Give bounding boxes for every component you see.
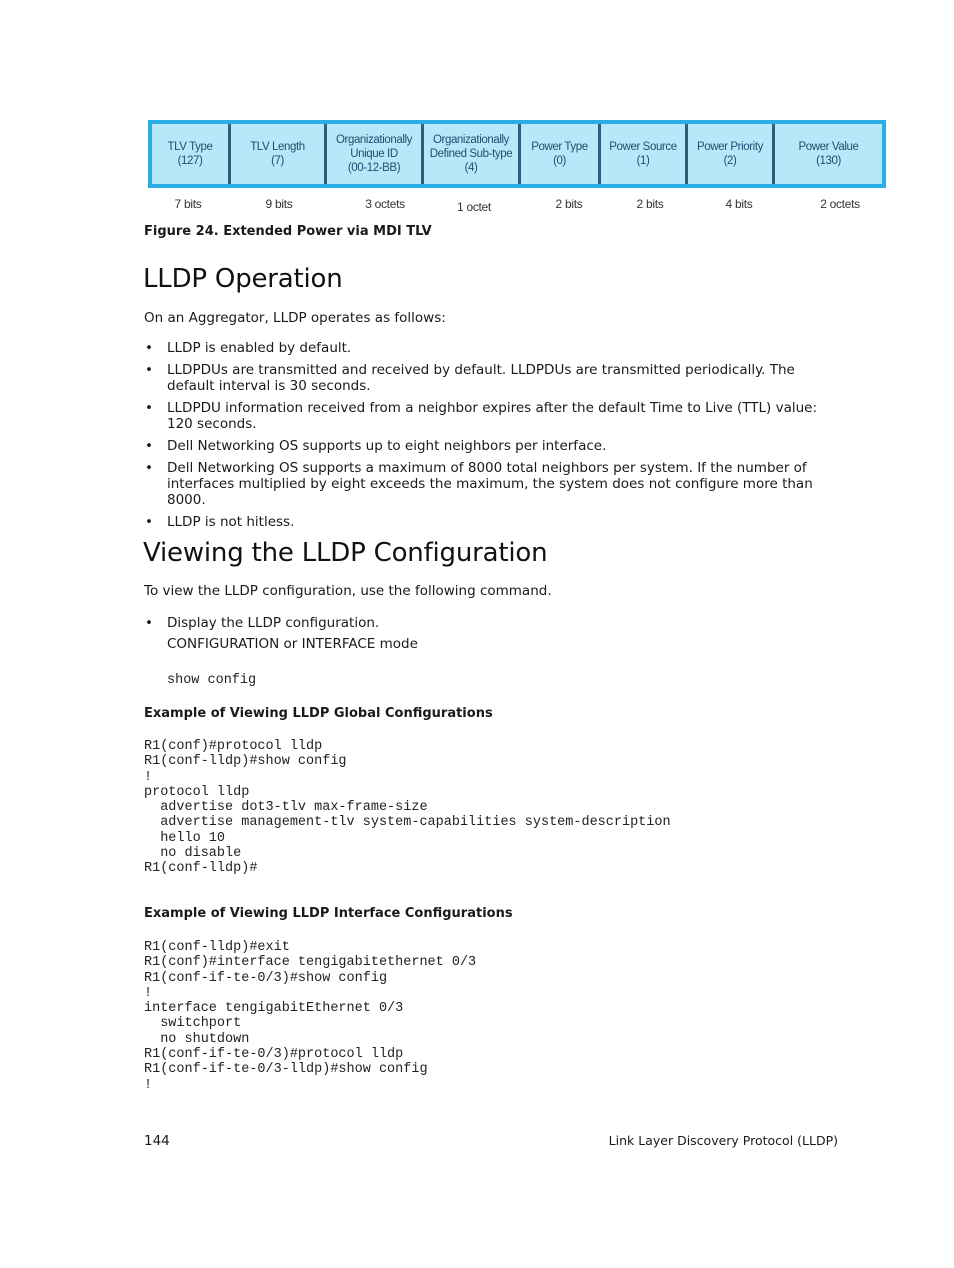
tlv-size-label: 2 octets [820, 197, 860, 211]
tlv-size-label: 1 octet [457, 200, 491, 214]
list-item: • Display the LLDP configuration. [144, 615, 844, 631]
example1-code-block: R1(conf)#protocol lldp R1(conf-lldp)#show config ! protocol lldp advertise dot3-tlv max-frame-size advertise management-tlv system-capabilities system-description hello 10 no disable R1(conf-lldp)# [144, 739, 671, 877]
list-item: • Dell Networking OS supports up to eight neighbors per interface. [144, 438, 844, 454]
tlv-size-label: 2 bits [636, 197, 664, 211]
example2-heading: Example of Viewing LLDP Interface Configurations [144, 906, 513, 921]
command-mode: CONFIGURATION or INTERFACE mode [167, 636, 418, 652]
section-heading-viewing-config: Viewing the LLDP Configuration [143, 538, 548, 568]
tlv-field-subtype: Organizationally Defined Sub-type (4) [424, 124, 518, 184]
tlv-field-type: TLV Type (127) [152, 124, 228, 184]
page-number: 144 [144, 1133, 170, 1149]
figure-caption: Figure 24. Extended Power via MDI TLV [144, 224, 432, 239]
list-item: • LLDPDU information received from a neighbor expires after the default Time to Live (TTL) value: 120 seconds. [144, 400, 844, 432]
tlv-field-power-priority: Power Priority (2) [688, 124, 772, 184]
viewing-config-list [144, 615, 844, 637]
example1-heading: Example of Viewing LLDP Global Configurations [144, 706, 493, 721]
tlv-diagram [148, 120, 886, 188]
tlv-size-label: 7 bits [174, 197, 202, 211]
tlv-field-power-type: Power Type (0) [521, 124, 598, 184]
section2-intro: To view the LLDP configuration, use the following command. [144, 583, 552, 599]
section1-intro: On an Aggregator, LLDP operates as follows: [144, 310, 446, 326]
list-item: • LLDP is not hitless. [144, 514, 844, 530]
tlv-size-label: 4 bits [725, 197, 753, 211]
tlv-field-length: TLV Length (7) [231, 124, 324, 184]
tlv-field-oui: Organizationally Unique ID (00-12-BB) [327, 124, 421, 184]
section-heading-lldp-operation: LLDP Operation [143, 264, 343, 294]
tlv-field-power-source: Power Source (1) [601, 124, 685, 184]
command-text: show config [167, 673, 257, 688]
tlv-size-row [148, 197, 886, 217]
tlv-size-label: 9 bits [265, 197, 293, 211]
tlv-size-label: 3 octets [365, 197, 405, 211]
tlv-size-label: 2 bits [555, 197, 583, 211]
list-item: • LLDPDUs are transmitted and received by default. LLDPDUs are transmitted periodically. The default interval is 30 seconds. [144, 362, 844, 394]
tlv-field-power-value: Power Value (130) [775, 124, 882, 184]
list-item: • Dell Networking OS supports a maximum of 8000 total neighbors per system. If the number of interfaces multiplied by eight exceeds the maximum, the system does not configure more than 8000. [144, 460, 844, 508]
lldp-operation-list [144, 340, 844, 536]
footer-chapter-title: Link Layer Discovery Protocol (LLDP) [608, 1133, 838, 1148]
example2-code-block: R1(conf-lldp)#exit R1(conf)#interface tengigabitethernet 0/3 R1(conf-if-te-0/3)#show config ! interface tengigabitEthernet 0/3 switchport no shutdown R1(conf-if-te-0/3)#protocol lldp R1(conf-if-te-0/3-lldp)#show config ! [144, 940, 477, 1093]
list-item: • LLDP is enabled by default. [144, 340, 844, 356]
